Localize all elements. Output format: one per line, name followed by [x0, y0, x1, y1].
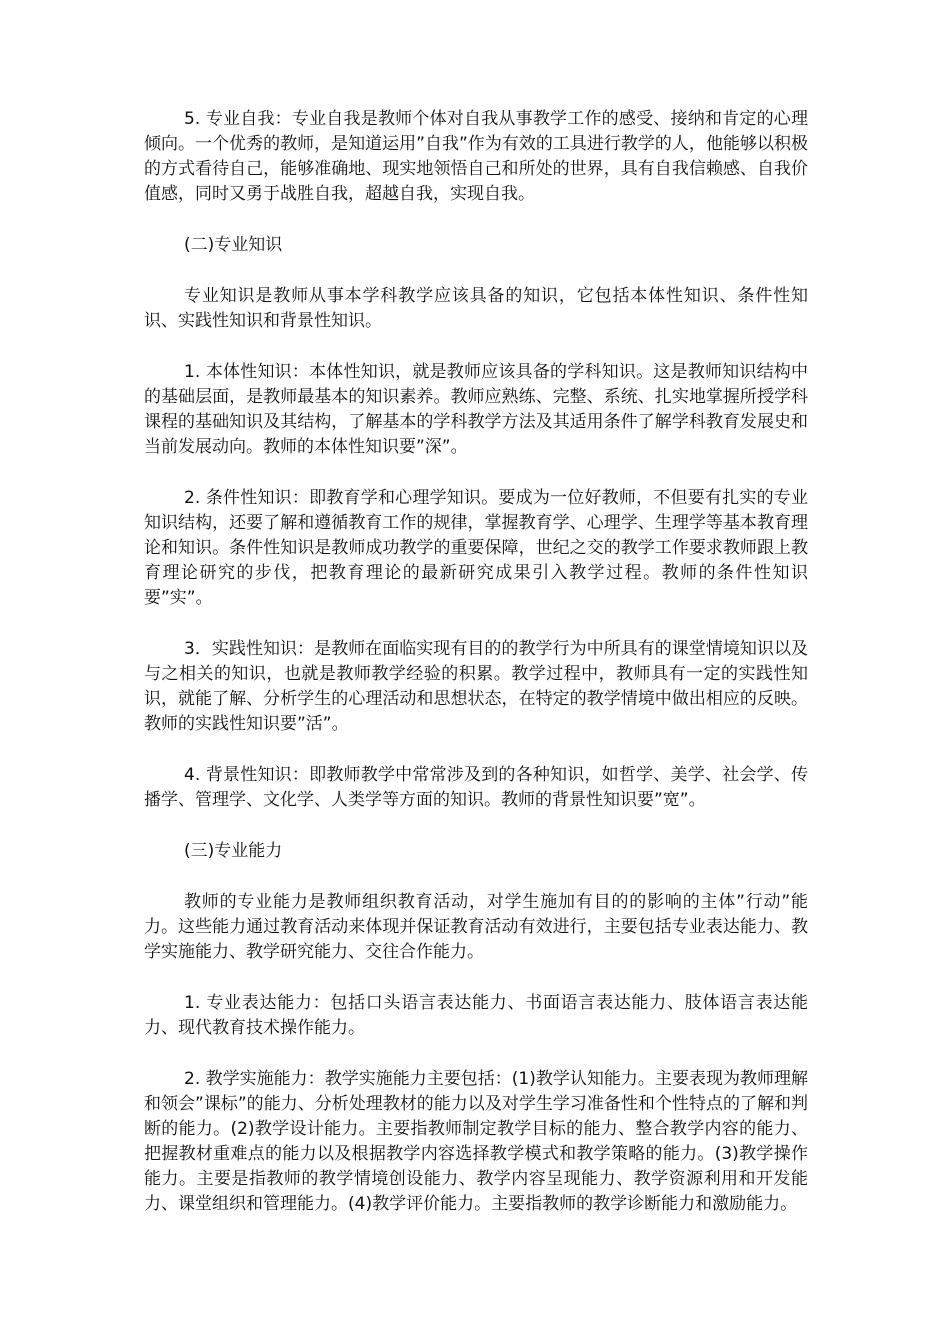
paragraph-conditional-knowledge: 2. 条件性知识：即教育学和心理学知识。要成为一位好教师，不但要有扎实的专业知识结构，还要了解和遵循教育工作的规律，掌握教育学、心理学、生理学等基本教育理论和知识。条件性知识是教师成功教学的重要保障，世纪之交的教学工作要求教师跟上教育理论研究的步伐，把教育理论的最新研究成果引入教学过程。教师的条件性知识要”实”。 — [144, 488, 808, 608]
paragraph-professional-self: 5. 专业自我：专业自我是教师个体对自我从事教学工作的感受、接纳和肯定的心理倾向。一个优秀的教师，是知道运用”自我”作为有效的工具进行教学的人，他能够以积极的方式看待自己，能够准确地、现实地领悟自己和所处的世界，具有自我信赖感、自我价值感，同时又勇于战胜自我，超越自我，实现自我。 — [144, 109, 808, 204]
document-page — [144, 107, 808, 1243]
paragraph-knowledge-intro: 专业知识是教师从事本学科教学应该具备的知识，它包括本体性知识、条件性知识、实践性知识和背景性知识。 — [144, 286, 808, 331]
section-heading-professional-ability: (三)专业能力 — [184, 841, 283, 861]
paragraph-expression-ability: 1. 专业表达能力：包括口头语言表达能力、书面语言表达能力、肢体语言表达能力、现代教育技术操作能力。 — [144, 993, 808, 1038]
paragraph-background-knowledge: 4. 背景性知识：即教师教学中常常涉及到的各种知识，如哲学、美学、社会学、传播学、管理学、文化学、人类学等方面的知识。教师的背景性知识要”宽”。 — [144, 765, 808, 810]
section-heading-professional-knowledge: (二)专业知识 — [184, 235, 283, 255]
paragraph-practical-knowledge: 3．实践性知识：是教师在面临实现有目的的教学行为中所具有的课堂情境知识以及与之相关的知识，也就是教师教学经验的积累。教学过程中，教师具有一定的实践性知识，就能了解、分析学生的心理活动和思想状态，在特定的教学情境中做出相应的反映。教师的实践性知识要”活”。 — [144, 639, 808, 734]
paragraph-teaching-implementation: 2. 教学实施能力：教学实施能力主要包括：(1)教学认知能力。主要表现为教师理解和领会”课标”的能力、分析处理教材的能力以及对学生学习准备性和个性特点的了解和判断的能力。(2)教学设计能力。主要指教师制定教学目标的能力、整合教学内容的能力、把握教材重难点的能力以及根据教学内容选择教学模式和教学策略的能力。(3)教学操作能力。主要是指教师的教学情境创设能力、教学内容呈现能力、教学资源利用和开发能力、课堂组织和管理能力。(4)教学评价能力。主要指教师的教学诊断能力和激励能力。 — [144, 1069, 808, 1214]
paragraph-ability-intro: 教师的专业能力是教师组织教育活动，对学生施加有目的的影响的主体”行动”能力。这些能力通过教育活动来体现并保证教育活动有效进行，主要包括专业表达能力、教学实施能力、教学研究能力、交往合作能力。 — [144, 892, 808, 962]
paragraph-ontological-knowledge: 1. 本体性知识：本体性知识，就是教师应该具备的学科知识。这是教师知识结构中的基础层面，是教师最基本的知识素养。教师应熟练、完整、系统、扎实地掌握所授学科课程的基础知识及其结构，了解基本的学科教学方法及其适用条件了解学科教育发展史和当前发展动向。教师的本体性知识要”深”。 — [144, 362, 808, 457]
